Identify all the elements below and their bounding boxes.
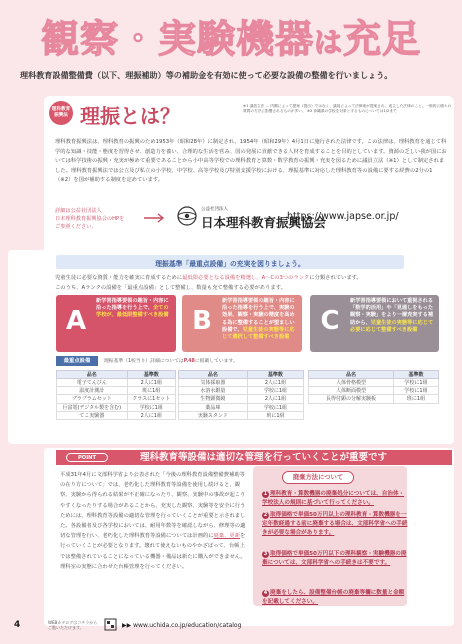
table-cell: 水溶水銀量 bbox=[179, 387, 248, 395]
qr-note-1: WEBカタログはコチラから bbox=[48, 620, 98, 625]
page-number: 4 bbox=[14, 620, 21, 630]
disposal-num: 4 bbox=[263, 590, 268, 596]
table-row bbox=[57, 403, 176, 411]
disposal-text: 取得価格で単価50万円以下の理科観察・実験機器の廃棄については、文部科学省への手続きは不要です。 bbox=[262, 551, 407, 566]
rank-highlight: 児童生徒の実態等に応じて必要に応じて整備すべき設備 bbox=[350, 319, 434, 333]
equipment-table-1 bbox=[56, 370, 176, 420]
legend-tag: 最重点設備 bbox=[56, 356, 98, 366]
association-name: 日本理科教育振興協会 bbox=[201, 215, 327, 230]
qr-note bbox=[48, 620, 97, 630]
disposal-item bbox=[262, 589, 408, 607]
rank-highlight: 全ての学校が、最低限整備すべき設備 bbox=[96, 305, 169, 319]
table-cell: 2人に1組 bbox=[247, 379, 303, 387]
table-cell: 学校に1組 bbox=[247, 403, 303, 411]
table-cell: 気体採取器 bbox=[179, 379, 248, 387]
rifuri-paragraph: 理科教育振興法は、理科教育の振興のため1953年（昭和28年）に制定され、1954年（昭和29年）4月1日に施行された法律です。この法律は、理科教育を通じて科学的な知識・技能・態度を習得させ、創造力を養い、合理的な生活を営み、国の発展に貢献できる人材を育成することを目的としています。資源の乏しい我が国においては科学技術の振興・充実が極めて重要であることから小中高等学校での理科教育と算数・数学教育の振興・充実を図るために議員立法（※1）として制定されました。理科教育振興法では公立及び私立の小学校、中学校、高等学校及び特別支援学校における、理振基準に対応した理科教育等の設備に要する経費の2分の1（※2）を国が補助する制度を定めています。 bbox=[55, 139, 447, 184]
point-para-a: 平成31年4月に文部科学省より公表された「今後の理科教育設備整備費補助等の在り方について」では、老朽化した理科教育等設備を使用し続けると、観察、実験から得られる結果が不正確になったり、観察、実験中の事故が起こりやすくなったりする場合があることから、充実した観察、実験等を安全に行うためには、理科教育等設備の適切な管理を行っていくことが重要と示されました。各設備者及び各学校においては、耐用年数等を確認しながら、修理等の適切な管理を行い、老朽化した理科教育等設備については計画的に bbox=[60, 472, 246, 540]
table-cell: 2人に1組 bbox=[247, 395, 303, 403]
table-cell: 学校に1組 bbox=[247, 387, 303, 395]
rifuri-badge: 理科教育 振興法 bbox=[49, 101, 73, 125]
table-cell: 班に1組 bbox=[247, 411, 303, 419]
col-header-count: 基準数 bbox=[127, 371, 175, 379]
disposal-num: 3 bbox=[263, 551, 268, 557]
arrow-right-icon bbox=[144, 213, 164, 223]
table-cell: 実験スタンド bbox=[179, 411, 248, 419]
disposal-item bbox=[262, 490, 408, 508]
disposal-num: 2 bbox=[263, 512, 268, 518]
disposal-text: 取得価格で単価50万円以上の理科教育・算数機器を一定年数経過する前に廃棄する場合は、文部科学省への手続きが必要な場合があります。 bbox=[262, 512, 408, 536]
table-cell: 2人に1組 bbox=[127, 379, 175, 387]
table-cell: 基準数 bbox=[393, 371, 438, 379]
table-cell: 学校に1組 bbox=[393, 379, 438, 387]
table-cell: 人体骨格模型 bbox=[309, 379, 394, 387]
detail-line-3: ご参照ください。 bbox=[55, 224, 97, 230]
intro-text: 理科教育設備整備費（以下、理振補助）等の補助金を有効に使って必要な設備の整備を行いましょう。 bbox=[20, 70, 393, 80]
table-row bbox=[57, 379, 176, 387]
table-cell: 温度計測計 bbox=[57, 387, 128, 395]
rifuri-title: 理振とは？ bbox=[80, 104, 180, 128]
equipment-table-3 bbox=[308, 370, 439, 404]
table-cell: 品名 bbox=[179, 371, 248, 379]
table-row bbox=[57, 411, 176, 419]
table-row bbox=[57, 395, 176, 403]
table-cell: 学校に1組 bbox=[127, 403, 175, 411]
table-row bbox=[309, 379, 439, 387]
point-tag: POINT bbox=[66, 453, 108, 462]
table-cell: 人体断面模型 bbox=[309, 387, 394, 395]
point-paragraph bbox=[60, 470, 250, 572]
table-row bbox=[309, 371, 439, 379]
point-para-red: 廃棄、更新 bbox=[213, 533, 241, 540]
table-cell: 基準数 bbox=[247, 371, 303, 379]
rifuri-notes: ※1 議員立法 … 内閣によって提案（提出）ではなく、議員によって法律案が提案され、成立した法律のこと。一般的に個々の質問の方法に影響されるものが多い。 ※2 沖縄県の学校を対象とするものについては1/2まで bbox=[243, 104, 452, 113]
detail-line-2: 日本理科教育振興協会のHPを bbox=[55, 216, 125, 222]
catalog-icon bbox=[104, 618, 117, 631]
table-row bbox=[57, 387, 176, 395]
table-cell: 2人に1組 bbox=[127, 411, 175, 419]
table-header-row bbox=[57, 371, 176, 379]
headline-main: 観察・実験機器 bbox=[40, 17, 314, 61]
detail-line-1: 詳細は公益社団法人 bbox=[55, 208, 102, 214]
table-row bbox=[179, 371, 304, 379]
legend-page-ref[interactable]: P.48 bbox=[183, 359, 195, 364]
table-row bbox=[179, 387, 304, 395]
standard-para-red: 最低限必要となる設備を精選し、A〜Cの3つのランク bbox=[182, 275, 310, 281]
headline bbox=[0, 8, 462, 64]
table-row bbox=[179, 395, 304, 403]
rank-text: 新学習指導要領の趣旨・内容に沿った指導を行う上で、実験の効果、観察・実験の精度を高める為に整備することが望ましい設備で、 bbox=[222, 298, 295, 333]
table-cell: てこ実験器 bbox=[57, 411, 128, 419]
association-url[interactable]: https://www.japse.or.jp/ bbox=[287, 211, 399, 222]
standard-para-b: に分類されています。 bbox=[309, 275, 362, 281]
rank-text: 新学習指導要領の趣旨・内容に沿った指導を行う上で、 bbox=[96, 298, 169, 312]
point-title: 理科教育等設備は適切な管理を行っていくことが重要です bbox=[140, 452, 388, 463]
qr-note-2: ご覧いただけます。 bbox=[48, 625, 84, 630]
rank-highlight: 児童生徒の実態等に応じて選択して整備すべき設備 bbox=[222, 326, 295, 341]
disposal-item bbox=[262, 511, 408, 537]
disposal-text: 廃棄をしたら、設備整備台帳の廃棄等欄に数量と金額を記載してください。 bbox=[262, 590, 405, 605]
rank-letter: C bbox=[320, 306, 340, 336]
table-cell: 班に1組 bbox=[127, 387, 175, 395]
rank-b-box bbox=[182, 295, 302, 352]
table-cell: 電子てんびん bbox=[57, 379, 128, 387]
legend-b: に掲載しています。 bbox=[194, 359, 238, 364]
disposal-title: 廃棄方法について bbox=[282, 471, 354, 484]
headline-end: 充足 bbox=[343, 17, 422, 61]
disposal-text: 理科教育・算数機器の廃棄処分については、自治体・学校法人の規則に基づいて行ってください。 bbox=[262, 491, 405, 506]
rank-c-box bbox=[310, 295, 439, 352]
rank-text: 新学習指導要領において重視される「数学的活用」や「見通しをもった観察・実験」をより一層充実する補助から、 bbox=[350, 298, 434, 326]
headline-ha: は bbox=[313, 26, 343, 59]
table-cell: 品名 bbox=[309, 371, 394, 379]
point-para-b: を行っていくことが必要となります。壊れて使えないものやかざばって、台帳上では整備されていることになっている機器・備品は新たに購入ができません。理科室の実態に合わせた台帳管理を行ってください。 bbox=[60, 533, 246, 570]
table-row bbox=[309, 395, 439, 403]
col-header-name: 品名 bbox=[57, 371, 128, 379]
standard-paragraph bbox=[55, 274, 447, 293]
detail-link[interactable] bbox=[55, 207, 124, 231]
legend-text bbox=[104, 357, 238, 364]
table-row bbox=[179, 411, 304, 419]
standard-para-line2: このうち、Aランクの設備を「最重点設備」として整備し、数量も充て整備する必要があります。 bbox=[55, 284, 286, 291]
table-cell: 長得付顕の分解実験板 bbox=[309, 395, 394, 403]
rank-letter: B bbox=[192, 306, 212, 336]
legend-a: 理振基準（1校当り）詳細については bbox=[104, 359, 184, 364]
footer-url[interactable]: ▶▶ www.uchida.co.jp/education/catalog bbox=[122, 622, 242, 629]
table-row bbox=[179, 379, 304, 387]
table-cell: 薬品庫 bbox=[179, 403, 248, 411]
table-row bbox=[179, 403, 304, 411]
disposal-num: 1 bbox=[263, 491, 268, 497]
table-cell: ブラブラムセット bbox=[57, 395, 128, 403]
rank-letter: A bbox=[65, 306, 87, 336]
rank-a-box bbox=[56, 295, 176, 352]
table-cell: クラスに1セット bbox=[127, 395, 175, 403]
association-logo-icon bbox=[176, 206, 198, 226]
table-cell: 班に1組 bbox=[393, 395, 438, 403]
table-row bbox=[309, 387, 439, 395]
table-cell: 学校に1組 bbox=[393, 387, 438, 395]
standard-para-a: 児童生徒に必要な資質・能力を確実に育成するために bbox=[55, 275, 183, 281]
standard-band-text: 理振基準「最重点設備」の充実を図りましょう。 bbox=[155, 260, 305, 268]
disposal-item bbox=[262, 550, 408, 568]
table-cell: 巨富電(デジタル製を含む) bbox=[57, 403, 128, 411]
association-type: 公益社団法人 bbox=[201, 207, 228, 212]
equipment-table-2 bbox=[178, 370, 304, 420]
table-cell: 生物顕微鏡 bbox=[179, 395, 248, 403]
